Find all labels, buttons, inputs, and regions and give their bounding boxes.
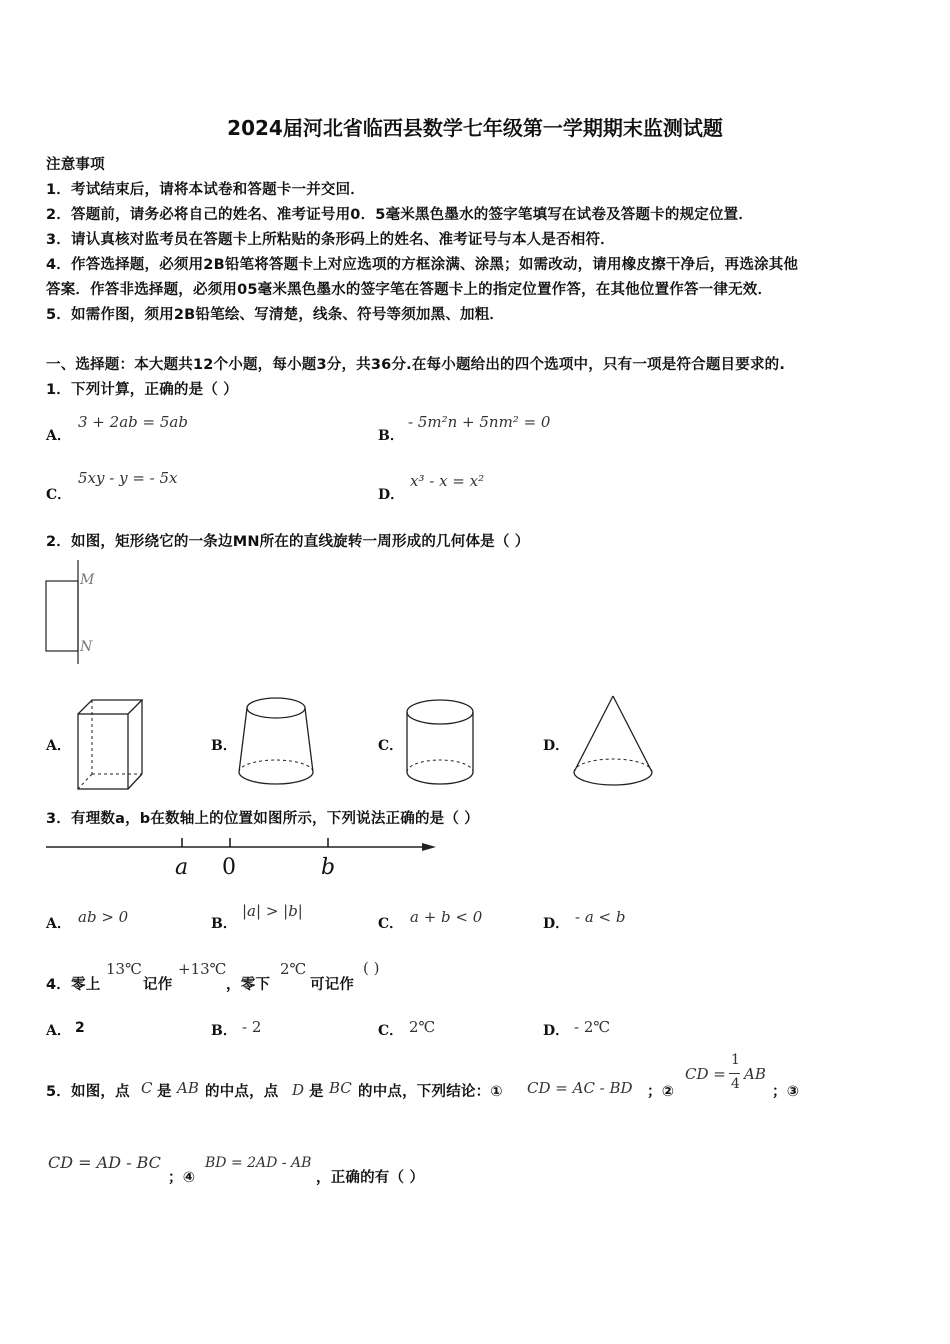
question-5-text: 是 — [157, 1084, 172, 1100]
notice-item: 4．作答选择题，必须用2B铅笔将答题卡上对应选项的方框涂满、涂黑；如需改动，请用橡皮擦干净后，再选涂其他 — [46, 257, 799, 273]
axis-label-a: a — [175, 855, 189, 880]
q1-option-a: 3 + 2ab = 5ab — [78, 413, 188, 431]
axis-label-b: b — [321, 855, 336, 880]
q1-option-b: - 5m²n + 5nm² = 0 — [408, 413, 551, 431]
axis-label-zero: 0 — [222, 855, 236, 880]
question-4-text: 4．零上 — [46, 977, 101, 993]
q3-option-a: ab > 0 — [78, 908, 129, 926]
q5-conclusion-1: CD = AC - BD — [527, 1079, 633, 1097]
q5-fraction-numerator: 1 — [731, 1052, 740, 1068]
q5-fraction-bar — [729, 1073, 740, 1074]
q1-option-c: 5xy - y = - 5x — [78, 469, 178, 487]
q1-option-c-label: C． — [46, 487, 72, 503]
question-1-stem: 1．下列计算，正确的是（ ） — [46, 382, 238, 398]
q4-option-d-label: D． — [543, 1023, 570, 1039]
q5-point-d: D — [292, 1081, 305, 1099]
notice-item: 5．如需作图，须用2B铅笔绘、写清楚，线条、符号等须加黑、加粗． — [46, 307, 505, 323]
q4-option-b: - 2 — [242, 1018, 262, 1036]
question-5-text: 是 — [309, 1084, 324, 1100]
notice-item: 2．答题前，请务必将自己的姓名、准考证号用0．5毫米黑色墨水的签字笔填写在试卷及答题卡的规定位置． — [46, 207, 754, 223]
q3-option-c: a + b < 0 — [410, 908, 483, 926]
q1-option-d: x³ - x = x² — [410, 472, 485, 490]
q5-fraction-denominator: 4 — [731, 1076, 740, 1092]
cone-icon — [570, 694, 656, 794]
q5-segment-bc: BC — [329, 1079, 352, 1097]
notice-item: 1．考试结束后，请将本试卷和答题卡一并交回． — [46, 182, 365, 198]
notice-heading: 注意事项 — [46, 157, 105, 173]
q2-option-c-label: C． — [378, 738, 404, 754]
section-heading: 一、选择题：本大题共12个小题，每小题3分，共36分.在每小题给出的四个选项中，只有一项是符合题目要求的. — [46, 357, 786, 373]
q4-value-13: 13℃ — [106, 960, 142, 978]
q4-answer-paren: ( ) — [363, 959, 380, 977]
q3-option-b-label: B． — [211, 916, 237, 932]
q5-conclusion-2-right: AB — [744, 1065, 766, 1083]
q1-option-a-label: A． — [46, 428, 71, 444]
q2-option-b-label: B． — [211, 738, 237, 754]
label-n: N — [80, 639, 93, 655]
q4-option-c: 2℃ — [409, 1018, 436, 1036]
question-2-stem: 2．如图，矩形绕它的一条边MN所在的直线旋转一周形成的几何体是（ ） — [46, 534, 530, 550]
q2-option-d-label: D． — [543, 738, 570, 754]
q4-option-a: 2 — [75, 1020, 85, 1036]
notice-item: 3．请认真核对监考员在答题卡上所粘贴的条形码上的姓名、准考证号与本人是否相符． — [46, 232, 615, 248]
question-5-text: ；③ — [772, 1084, 800, 1100]
question-5-text: 5．如图，点 — [46, 1084, 130, 1100]
cylinder-icon — [402, 694, 478, 794]
q1-option-b-label: B． — [378, 428, 404, 444]
q3-option-a-label: A． — [46, 916, 71, 932]
question-5-text: ，正确的有（ ） — [316, 1170, 425, 1186]
cuboid-icon — [72, 694, 144, 794]
question-5-text: ；② — [647, 1084, 675, 1100]
frustum-icon — [235, 694, 317, 794]
q5-point-c: C — [141, 1079, 153, 1097]
page-title: 2024届河北省临西县数学七年级第一学期期末监测试题 — [227, 116, 723, 140]
q4-option-b-label: B． — [211, 1023, 237, 1039]
question-5-text: 的中点，下列结论：① — [358, 1084, 503, 1100]
q5-segment-ab: AB — [177, 1079, 199, 1097]
q5-conclusion-2-left: CD = — [685, 1065, 726, 1083]
q1-option-d-label: D． — [378, 487, 405, 503]
q5-conclusion-3: CD = AD - BC — [48, 1153, 161, 1172]
question-4-text: 可记作 — [310, 977, 355, 993]
q4-option-d: - 2℃ — [574, 1018, 611, 1036]
rectangle-mn-figure — [40, 558, 110, 668]
q2-option-a-label: A． — [46, 738, 71, 754]
q3-option-d: - a < b — [575, 908, 626, 926]
label-m: M — [80, 572, 95, 588]
question-5-text: 的中点，点 — [205, 1084, 279, 1100]
question-5-text: ；④ — [168, 1170, 196, 1186]
notice-item: 答案．作答非选择题，必须用05毫米黑色墨水的签字笔在答题卡上的指定位置作答，在其他位置作答一律无效． — [46, 282, 773, 298]
question-4-text: ，零下 — [226, 977, 271, 993]
number-line-icon — [44, 834, 438, 858]
q4-option-c-label: C． — [378, 1023, 404, 1039]
question-4-text: 记作 — [143, 977, 173, 993]
q3-option-c-label: C． — [378, 916, 404, 932]
q3-option-d-label: D． — [543, 916, 570, 932]
q3-option-b: |a| > |b| — [242, 902, 303, 920]
q4-value-plus-13: +13℃ — [178, 960, 227, 978]
q5-conclusion-4: BD = 2AD - AB — [205, 1155, 312, 1171]
question-3-stem: 3．有理数a，b在数轴上的位置如图所示，下列说法正确的是（ ） — [46, 811, 479, 827]
q4-option-a-label: A． — [46, 1023, 71, 1039]
q4-value-2: 2℃ — [280, 960, 307, 978]
